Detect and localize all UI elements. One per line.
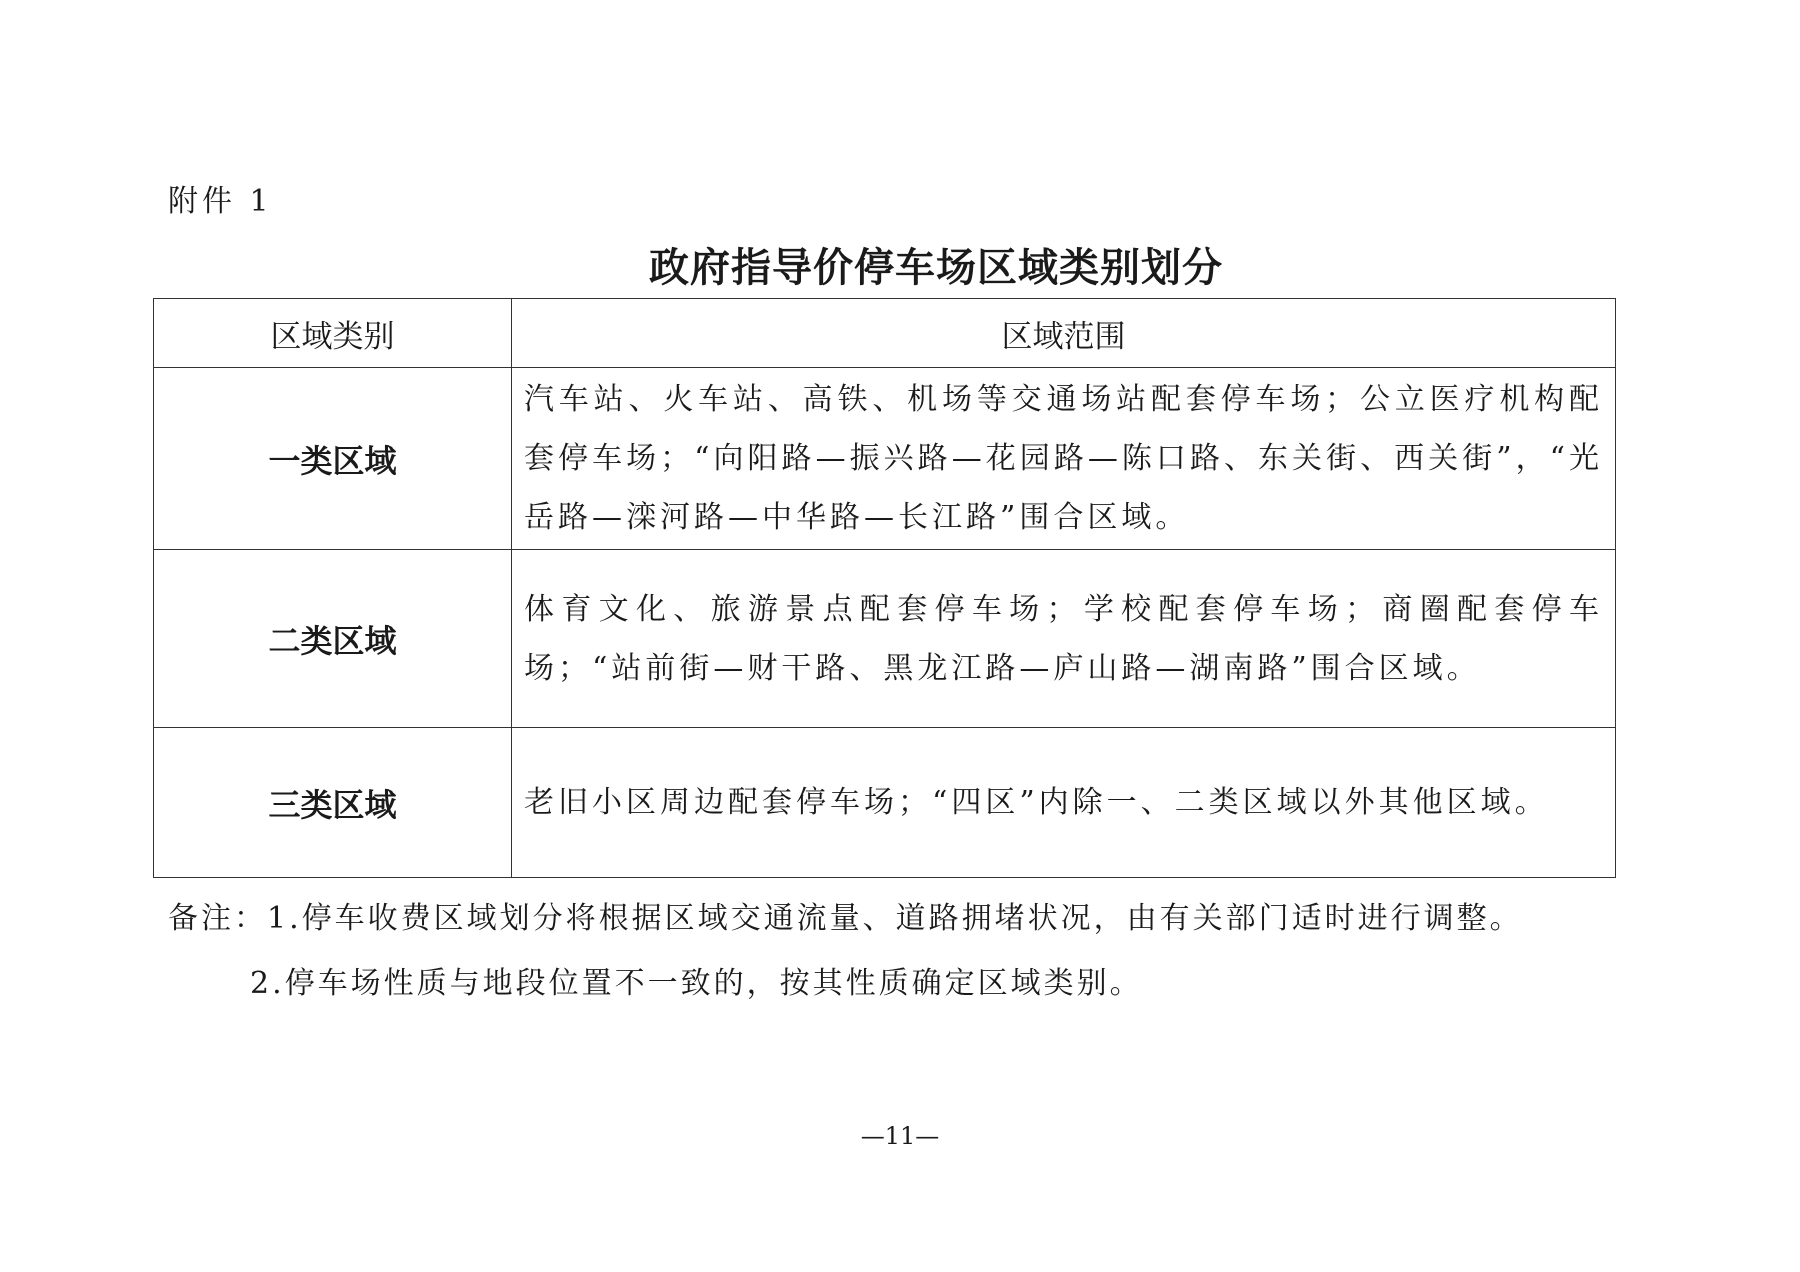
zone-category-table: [153, 298, 1616, 878]
zone-category-cell: 二类区域: [154, 550, 512, 728]
table-row: [154, 368, 1616, 550]
note-line-1: 备注：1.停车收费区域划分将根据区域交通流量、道路拥堵状况，由有关部门适时进行调整。: [168, 901, 1523, 936]
zone-range-cell: 老旧小区周边配套停车场；“四区”内除一、二类区域以外其他区域。: [512, 728, 1616, 878]
zone-range-cell: 汽车站、火车站、高铁、机场等交通场站配套停车场；公立医疗机构配套停车场；“向阳路—振兴路—花园路—陈口路、东关街、西关街”，“光岳路—滦河路—中华路—长江路”围合区域。: [512, 368, 1616, 550]
zone-range-cell: 体育文化、旅游景点配套停车场；学校配套停车场；商圈配套停车场；“站前街—财干路、黑龙江路—庐山路—湖南路”围合区域。: [512, 550, 1616, 728]
table-header-row: [154, 299, 1616, 368]
note-line-2: 2.停车场性质与地段位置不一致的，按其性质确定区域类别。: [250, 966, 1143, 1001]
zone-category-cell: 三类区域: [154, 728, 512, 878]
header-zone-category: 区域类别: [154, 299, 512, 368]
document-title: 政府指导价停车场区域类别划分: [649, 244, 1223, 291]
zone-category-cell: 一类区域: [154, 368, 512, 550]
table-row: [154, 728, 1616, 878]
page-number: —11—: [860, 1122, 940, 1150]
header-zone-range: 区域范围: [512, 299, 1616, 368]
attachment-label: 附件 1: [168, 184, 273, 219]
table-row: [154, 550, 1616, 728]
